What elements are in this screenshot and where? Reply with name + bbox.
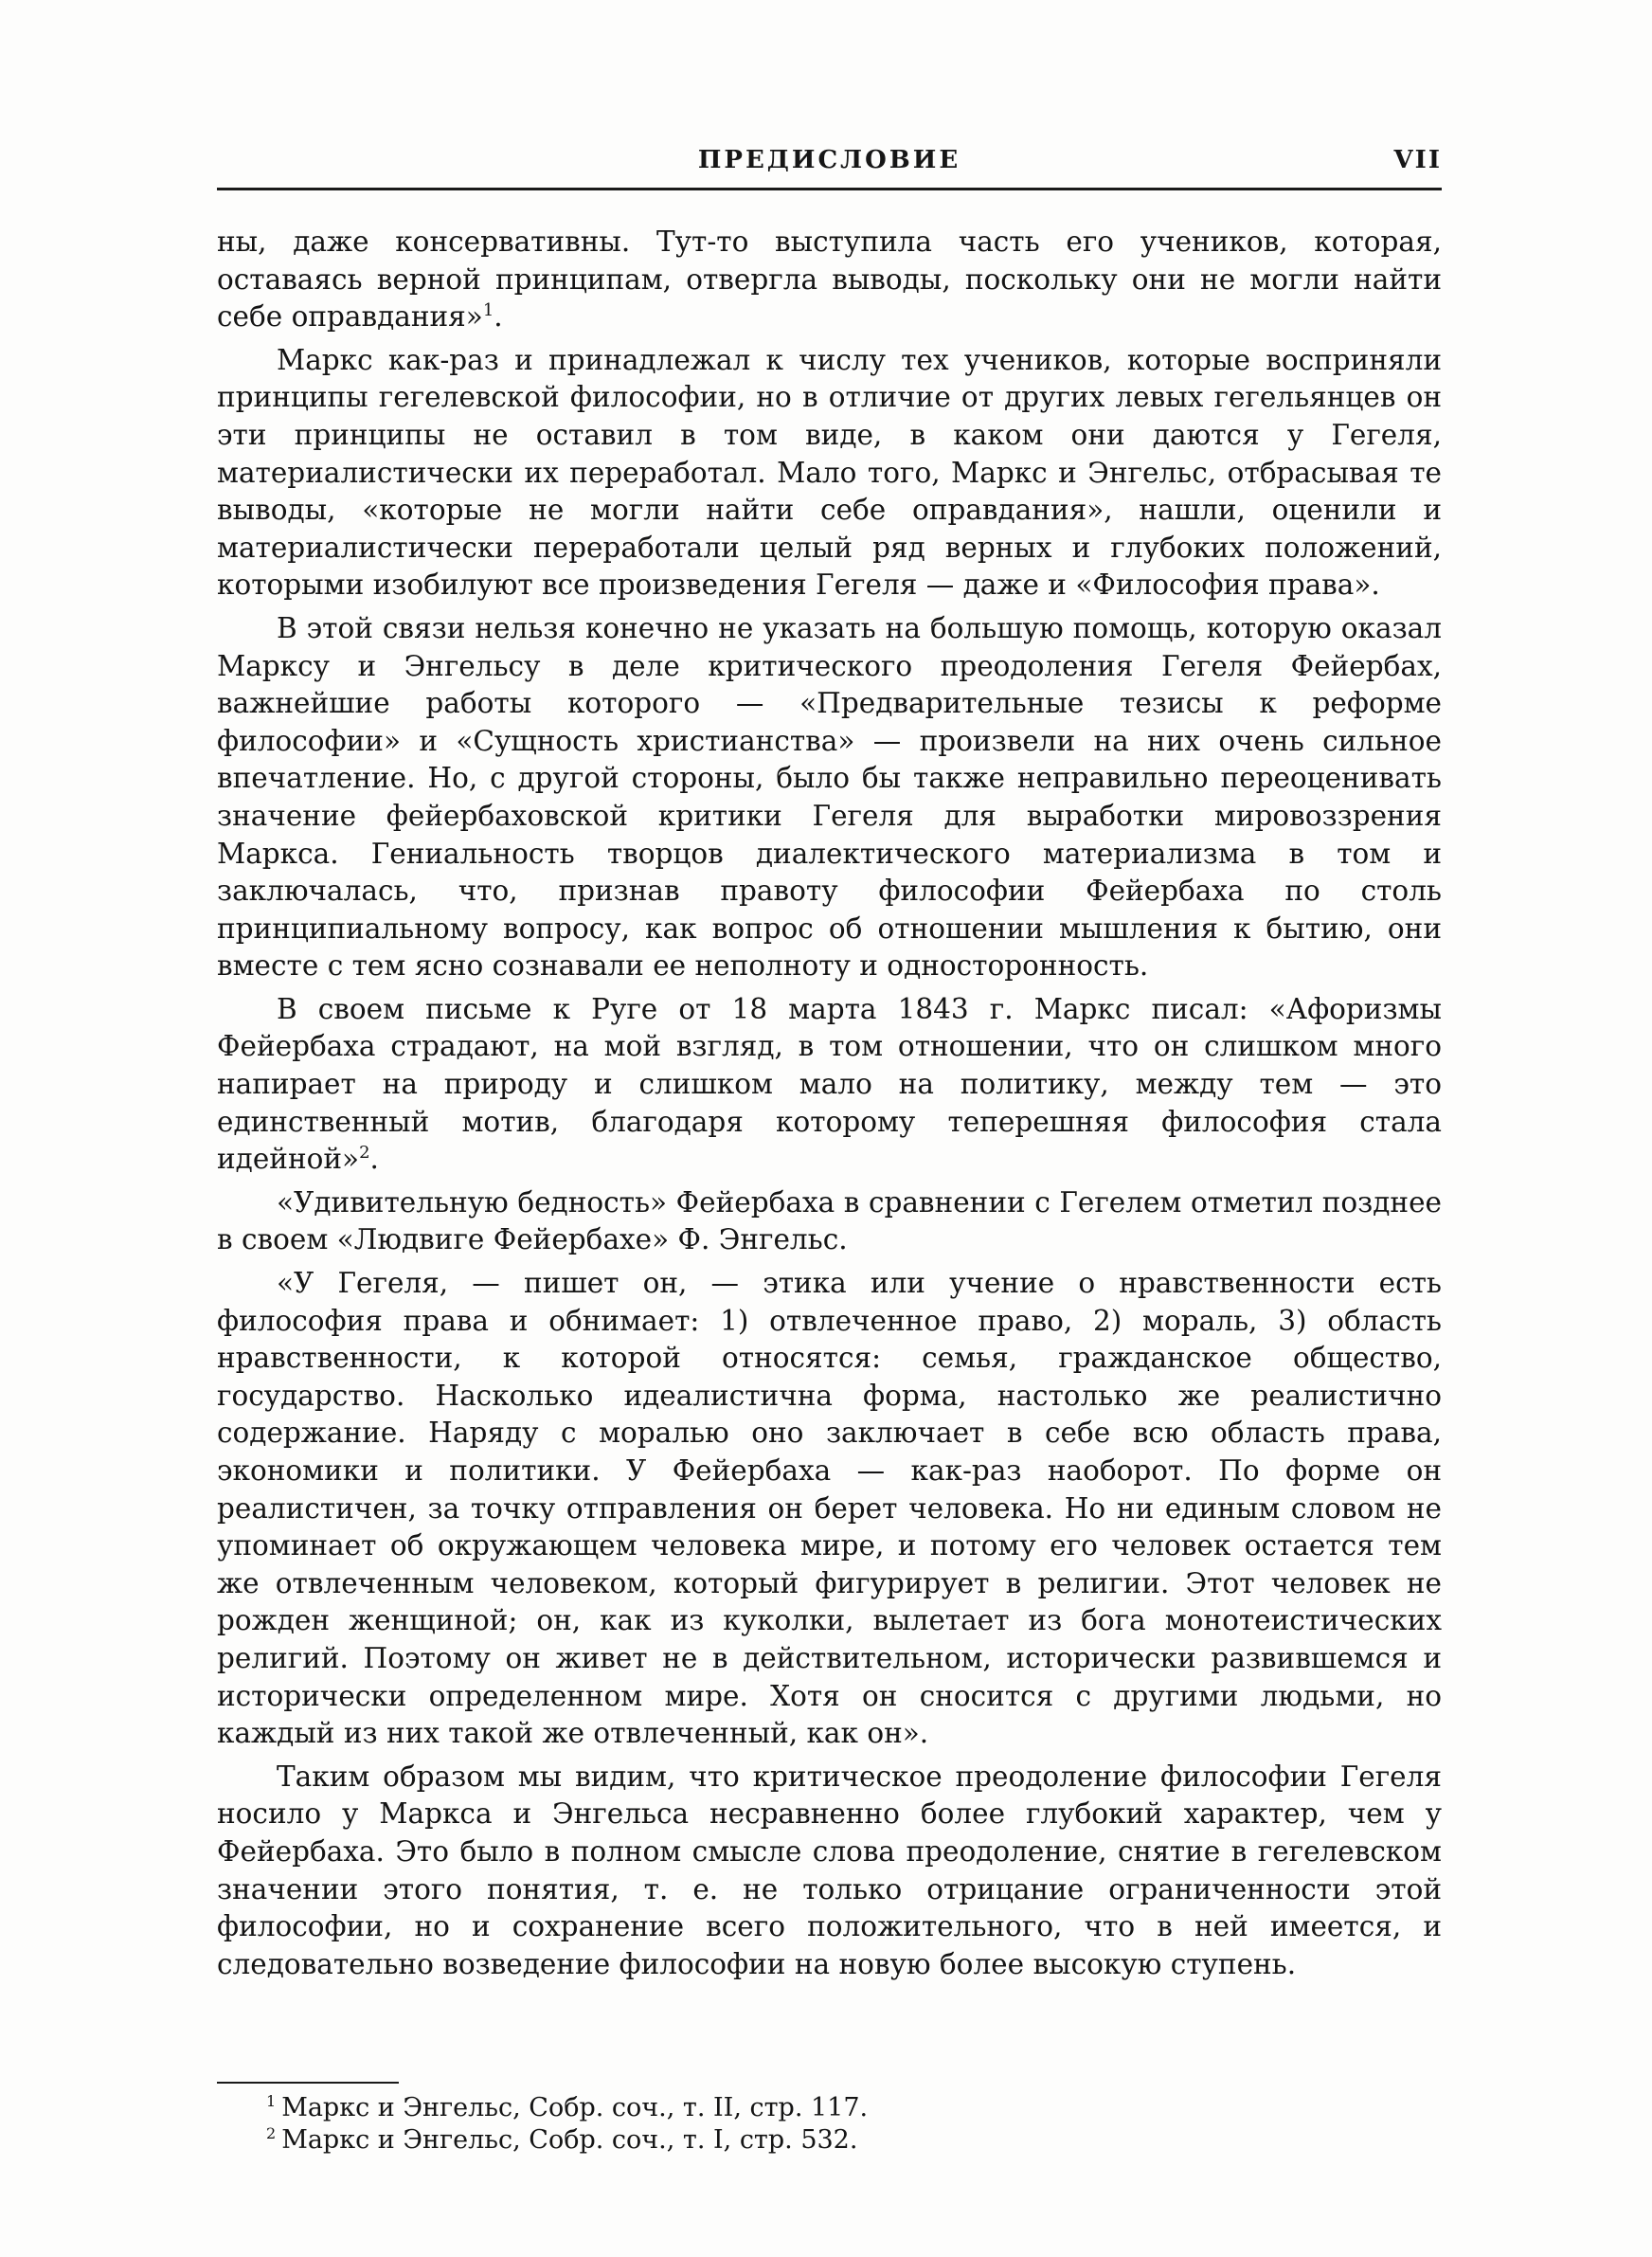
footnote-ref-2: 2 xyxy=(359,1143,370,1164)
paragraph-5: «Удивительную бедность» Фейербаха в сравнении с Гегелем отметил позднее в своем «Людвиге Фейербахе» Ф. Энгельс. xyxy=(217,1185,1442,1256)
footnote-ref-1: 1 xyxy=(482,300,494,321)
running-head xyxy=(217,144,1442,190)
paragraph-4 xyxy=(217,991,1442,1179)
paragraph-2: Маркс как-раз и принадлежал к числу тех учеников, которые восприняли принципы гегелевской философии, но в отличие от других левых гегельянцев он эти принципы не оставил в том виде, в каком они даются у Гегеля, материалистически их переработал. Мало того, Маркс и Энгельс, отбрасывая те выводы, «которые не могли найти себе оправдания», нашли, оценили и материалистически переработали целый ряд верных и глубоких положений, которыми изобилуют все произведения Гегеля — даже и «Философия права». xyxy=(217,343,1442,602)
paragraph-6-quote: «У Гегеля, — пишет он, — этика или учение о нравственности есть философия права и обнимает: 1) отвлеченное право, 2) мораль, 3) область нравственности, к которой относятся: семья, гражданское общество, государство. Насколько идеалистична форма, настолько же реалистично содержание. Наряду с моралью оно заключает в себе всю область права, экономики и политики. У Фейербаха — как-раз наоборот. По форме он реалистичен, за точку отправления он берет человека. Но ни единым словом не упоминает об окружающем человека мире, и потому его человек остается тем же отвлеченным человеком, который фигурирует в религии. Этот человек не рожден женщиной; он, как из куколки, вылетает из бога монотеистических религий. Поэтому он живет не в действительном, исторически развившемся и исторически определенном мире. Хотя он сносится с другими людьми, но каждый из них такой же отвлеченный, как он». xyxy=(217,1267,1442,1750)
footnote-mark-1: 1 xyxy=(266,2092,277,2110)
paragraph-1-text: ны, даже консервативны. Тут-то выступила часть его учеников, которая, оставаясь верной принципам, отвергла выводы, поскольку они не могли найти себе оправдания» xyxy=(217,226,1442,334)
footnote-1-text: Маркс и Энгельс, Собр. соч., т. II, стр. 117. xyxy=(281,2093,869,2122)
paragraph-4-text: В своем письме к Руге от 18 марта 1843 г. Маркс писал: «Афоризмы Фейербаха страдают, на мой взгляд, в том отношении, что он слишком много напирает на природу и слишком мало на политику, между тем — это единственный мотив, благодаря которому теперешняя философия стала идейной» xyxy=(217,992,1442,1176)
footnote-rule xyxy=(217,2082,399,2084)
footnote-2-text: Маркс и Энгельс, Собр. соч., т. I, стр. 532. xyxy=(281,2125,858,2155)
running-title: ПРЕДИСЛОВИЕ xyxy=(697,146,961,174)
footnote-mark-2: 2 xyxy=(266,2124,277,2142)
paragraph-3: В этой связи нельзя конечно не указать на большую помощь, которую оказал Марксу и Энгельсу в деле критического преодоления Гегеля Фейербах, важнейшие работы которого — «Предварительные тезисы к реформе философии» и «Сущность христианства» — произвели на них очень сильное впечатление. Но, с другой стороны, было бы также неправильно переоценивать значение фейербаховской критики Гегеля для выработки мировоззрения Маркса. Гениальность творцов диалектического материализма в том и заключалась, что, признав правоту философии Фейербаха по столь принципиальному вопросу, как вопрос об отношении мышления к бытию, они вместе с тем ясно сознавали ее неполноту и односторонность. xyxy=(217,611,1442,983)
paragraph-1 xyxy=(217,224,1442,336)
paragraph-7: Таким образом мы видим, что критическое преодоление философии Гегеля носило у Маркса и Энгельса несравненно более глубокий характер, чем у Фейербаха. Это было в полном смысле слова преодоление, снятие в гегелевском значении этого понятия, т. е. не только отрицание ограниченности этой философии, но и сохранение всего положительного, что в ней имеется, и следовательно возведение философии на новую более высокую ступень. xyxy=(217,1760,1442,1980)
paragraph-1-end: . xyxy=(494,300,503,334)
footnote-1 xyxy=(266,2092,1308,2124)
footnotes xyxy=(266,2092,1308,2157)
page-number: VII xyxy=(1393,146,1442,174)
body-text xyxy=(217,224,1442,1989)
footnote-2 xyxy=(266,2124,1308,2157)
paragraph-4-end: . xyxy=(369,1143,379,1176)
